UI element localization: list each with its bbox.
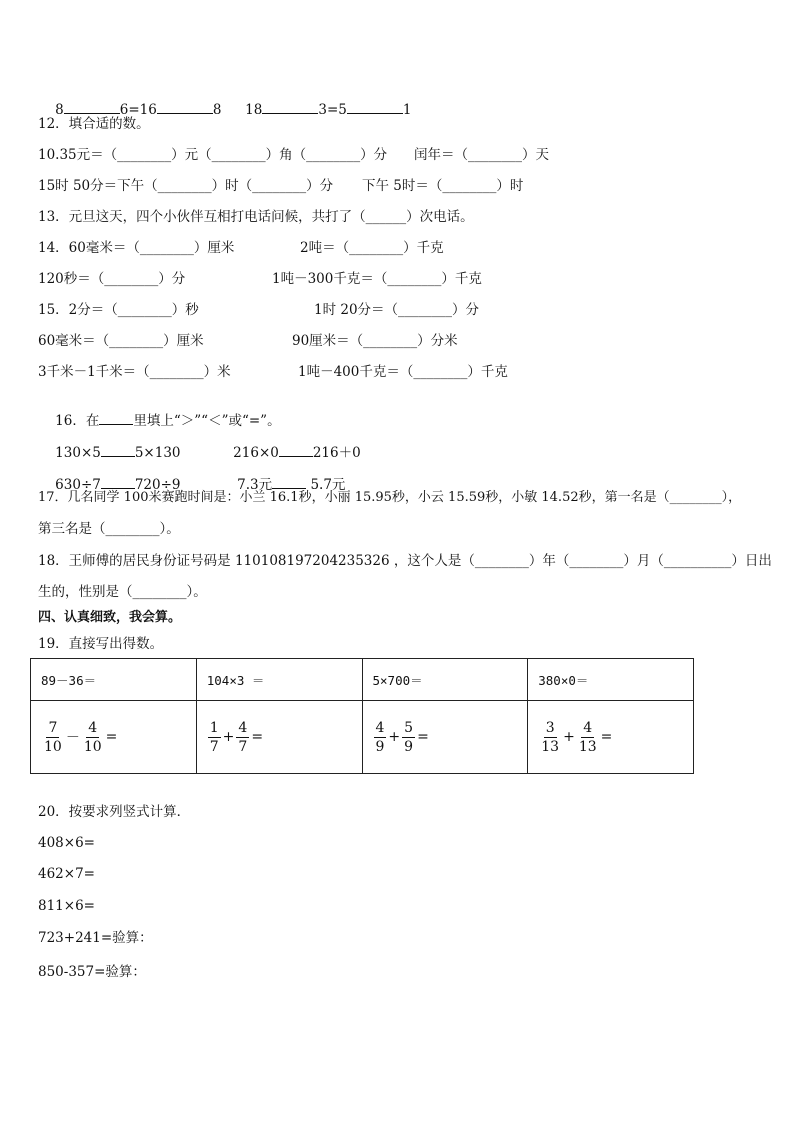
equals-sign: = [251, 729, 264, 745]
q18-line-2: 生的，性别是（________）。 [38, 584, 207, 600]
q15-line-1b: 1时 20分＝（________）分 [314, 302, 480, 318]
q11-a-mid: 6=16 [119, 102, 157, 118]
q19-fraction-cell[interactable] [362, 701, 528, 774]
q12-time-conversion: 15时 50分＝下午（________）时（________）分 [38, 178, 334, 194]
q12-money-conversion: 10.35元＝（________）元（________）角（________）分 [38, 147, 388, 163]
q16-compare-1-right: 5×130 [134, 445, 181, 461]
fraction [402, 719, 415, 756]
q12-pm-conversion: 下午 5时＝（________）时 [362, 178, 524, 194]
q16-compare-2-blank[interactable] [279, 444, 313, 457]
q16-title-blank [99, 412, 133, 425]
numerator: 4 [583, 719, 593, 736]
denominator: 13 [541, 738, 560, 755]
q17-line-1: 17．几名同学 100米赛跑时间是：小兰 16.1秒，小丽 15.95秒，小云 15.59秒，小敏 14.52秒，第一名是（________）， [38, 490, 742, 505]
q11-a-blank-1[interactable] [64, 101, 120, 114]
q19-fraction-cell[interactable] [31, 701, 197, 774]
q16-compare-3-left: 630÷7 [55, 477, 101, 493]
numerator: 1 [209, 719, 219, 736]
q20-title: 20．按要求列竖式计算． [38, 804, 191, 820]
q16-compare-2-left: 216×0 [233, 445, 279, 461]
fraction-expression [373, 719, 430, 756]
q16-compare-4-blank[interactable] [272, 476, 306, 489]
q19-fraction-cell[interactable] [196, 701, 362, 774]
fraction-expression [538, 719, 613, 756]
denominator: 10 [83, 738, 102, 755]
equals-sign: = [417, 729, 429, 745]
q16-title-pre: 16．在 [55, 413, 100, 429]
q19-cell[interactable]: 5×700＝ [362, 659, 528, 701]
q20-item: 850-357=验算： [38, 964, 146, 980]
q11-a-blank-2[interactable] [157, 101, 213, 114]
q16-compare-4-right: 5.7元 [306, 477, 346, 493]
q14-line-2a: 120秒＝（________）分 [38, 271, 186, 287]
fraction [374, 719, 387, 756]
q19-row-1 [31, 659, 694, 701]
operator: + [388, 729, 401, 745]
q19-row-2 [31, 701, 694, 774]
q11-expression-b [228, 83, 411, 137]
fraction [42, 719, 64, 756]
q11-b-right: 1 [402, 102, 412, 118]
section-4-heading: 四、认真细致，我会算。 [38, 610, 182, 625]
q20-item: 723+241=验算： [38, 930, 153, 946]
fraction [208, 719, 221, 756]
q16-compare-2-right: 216＋0 [312, 445, 361, 461]
fraction-expression [207, 719, 264, 756]
q12-title: 12．填合适的数。 [38, 116, 150, 132]
q16-compare-4-left: 7.3元 [237, 477, 273, 493]
q16-compare-3-blank[interactable] [101, 476, 135, 489]
equals-sign: = [600, 729, 613, 745]
q19-cell[interactable]: 104×3 ＝ [196, 659, 362, 701]
denominator: 7 [209, 738, 219, 755]
numerator: 4 [238, 719, 248, 736]
fraction [539, 719, 561, 756]
q11-a-left: 8 [55, 102, 64, 118]
q15-line-2a: 60毫米＝（________）厘米 [38, 333, 204, 349]
fraction-expression [41, 719, 118, 756]
numerator: 4 [375, 719, 385, 736]
q11-b-blank-1[interactable] [262, 101, 318, 114]
operator: + [222, 729, 235, 745]
q20-item: 408×6= [38, 835, 95, 851]
q14-line-1a: 14．60毫米＝（________）厘米 [38, 240, 235, 256]
q17-line-2: 第三名是（________）。 [38, 521, 180, 537]
q11-b-blank-2[interactable] [347, 101, 403, 114]
q15-line-1a: 15．2分＝（________）秒 [38, 302, 199, 318]
q19-cell[interactable]: 89－36＝ [31, 659, 197, 701]
q19-title: 19．直接写出得数。 [38, 636, 164, 652]
q16-title-post: 里填上“＞”“＜”或“=”。 [133, 413, 281, 429]
numerator: 4 [88, 719, 98, 736]
operator: + [563, 729, 575, 745]
q11-b-left: 18 [245, 102, 263, 118]
q14-line-1b: 2吨＝（________）千克 [300, 240, 444, 256]
denominator: 9 [404, 738, 414, 755]
q19-fraction-cell[interactable] [528, 701, 694, 774]
fraction [82, 719, 104, 756]
q19-calculation-table [30, 658, 694, 774]
q11-b-mid: 3=5 [318, 102, 347, 118]
numerator: 3 [545, 719, 555, 736]
q20-item: 811×6= [38, 898, 95, 914]
denominator: 9 [375, 738, 385, 755]
denominator: 10 [44, 738, 62, 755]
q15-line-2b: 90厘米＝（________）分米 [292, 333, 458, 349]
equals-sign: = [105, 729, 118, 745]
numerator: 5 [404, 719, 414, 736]
q16-compare-1-blank[interactable] [101, 444, 135, 457]
fraction [236, 719, 249, 756]
numerator: 7 [48, 719, 58, 736]
q11-a-right: 8 [212, 102, 222, 118]
q20-item: 462×7= [38, 866, 95, 882]
denominator: 13 [578, 738, 597, 755]
operator: － [65, 730, 80, 746]
q16-compare-1-left: 130×5 [55, 445, 101, 461]
fraction [577, 719, 599, 756]
q12-leap-year: 闰年＝（________）天 [414, 147, 549, 163]
q13-question: 13．元旦这天，四个小伙伴互相打电话问候，共打了（______）次电话。 [38, 209, 474, 225]
q16-compare-3-right: 720÷9 [134, 477, 181, 493]
denominator: 7 [238, 738, 248, 755]
q15-line-3a: 3千米－1千米＝（________）米 [38, 364, 231, 380]
q14-line-2b: 1吨－300千克＝（________）千克 [272, 271, 482, 287]
q15-line-3b: 1吨－400千克＝（________）千克 [298, 364, 508, 380]
q19-cell[interactable]: 380×0＝ [528, 659, 694, 701]
q18-line-1: 18．王师傅的居民身份证号码是 110108197204235326 ，这个人是（________）年（________）月（__________）日出 [38, 553, 772, 569]
